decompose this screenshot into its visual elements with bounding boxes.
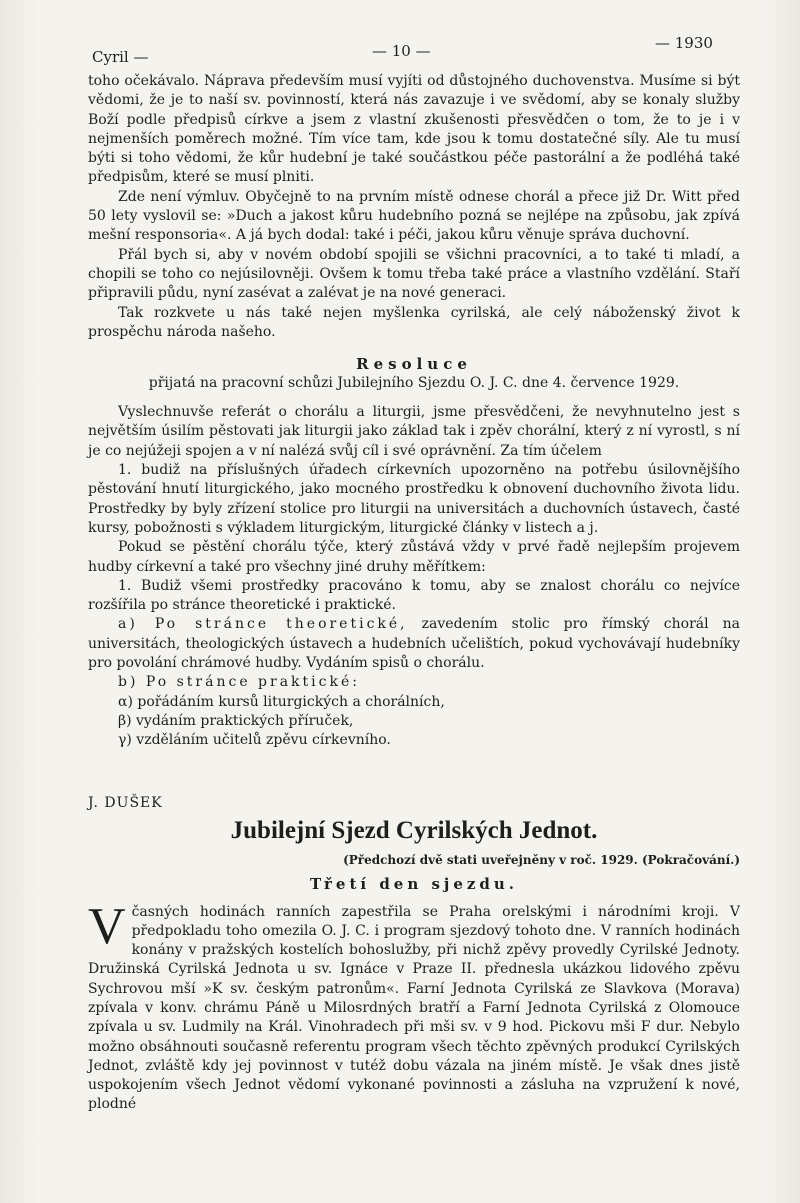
resolution-paragraph-2: 1. budiž na příslušných úřadech církevních upozorněno na potřebu úsilovnějšího pěstování hnutí liturgického, jako mocného prostředku k obnovení duchovního života lidu. Prostředky by byly zřízení stolice pro liturgii na universitách a duchovních ústavech, časté kursy, pobožnosti s výkladem liturgickým, liturgické články v listech a j. [88, 462, 740, 536]
resolution-title: Resoluce [356, 355, 472, 374]
page-content [88, 72, 740, 1115]
page-number: — 10 — [372, 42, 431, 60]
intro-paragraph-2: Zde není výmluv. Obyčejně to na prvním místě odnese chorál a přece již Dr. Witt před 50 lety vyslovil se: »Duch a jakost kůru hudebního pozná se nejlépe na způsobu, jak zpívá mešní responsoria«. A já bych dodal: také i péči, jakou kůru věnuje správa duchovní. [88, 188, 740, 244]
article-body [88, 897, 740, 1115]
point-a-label: a) Po stránce theoretické, [118, 616, 408, 633]
resolution-point-b: b) Po stránce praktické: [118, 674, 360, 691]
section-title: Třetí den sjezdu. [309, 874, 519, 893]
intro-paragraph-3: Přál bych si, aby v novém období spojili se všichni pracovníci, a to také ti mladí, a chopili se toho co nejúsilovněji. Ovšem k tomu třeba také práce a vlastního vzdělání. Staří připravili půdu, nyní zasévat a zalévat je na nové generaci. [88, 246, 740, 302]
journal-name: Cyril — [92, 48, 149, 66]
list-item: γ) vzděláním učitelů zpěvu církevního. [118, 732, 391, 749]
year: — 1930 [655, 34, 713, 52]
resolution-paragraph-3: Pokud se pěstění chorálu týče, který zůstává vždy v prvé řadě nejlepším projevem hudby církevní a také pro všechny jiné druhy měřítkem: [88, 539, 740, 575]
article-author: J. DUŠEK [88, 794, 163, 811]
article-body-text: časných hodinách ranních zapestřila se Praha orelskými i národními kroji. V předpokladu toho omezila O. J. C. i program sjezdový tohoto dne. V ranních hodinách konány v pražských kostelích bohoslužby, při nichž zpěvy provedly Cyrilské Jednoty. Družinská Cyrilská Jednota u sv. Ignáce v Praze II. přednesla ukázkou lidového zpěvu Sychrovou mší »K sv. českým patronům«. Farní Jednota Cyrilská ze Slavkova (Morava) zpívala v konv. chrámu Páně u Milosrdných bratří a Farní Jednota Cyrilská z Olomouce zpívala u sv. Ludmily na Král. Vinohradech při mši sv. v 9 hod. Pickovu mši F dur. Nebylo možno obsáhnouti současně referentu program všech těchto zpěvných produkcí Cyrilských Jednot, zvláště kdy jej povinnost v tutéž dobu vázala na jiném místě. Je však dnes jistě uspokojením všech Jednot vědomí vykonané povinnosti a zásluha na vzpružení k nové, plodné [88, 903, 740, 1113]
intro-paragraph-1: toho očekávalo. Náprava především musí vyjíti od důstojného duchovenstva. Musíme si být vědomi, že je to naší sv. povinností, která nás zavazuje i ve svědomí, aby se konaly služby Boží podle předpisů církve a jsem z vlastní zkušenosti přesvědčen o tom, že to je i v nejmenších poměrech možné. Tím více tam, kde jsou k tomu dostatečné síly. Ale tu musí býti si toho vědomi, že kůr hudební je také součástkou péče pastorální a že podléhá také předpisům, které se musí plniti. [88, 73, 740, 186]
page-header [0, 34, 800, 64]
intro-paragraph-4: Tak rozkvete u nás také nejen myšlenka cyrilská, ale celý náboženský život k prospěchu národa našeho. [88, 304, 740, 340]
article-note: (Předchozí dvě stati uveřejněny v roč. 1929. (Pokračování.) [343, 852, 740, 867]
point-a-text: zavedením stolic pro římský chorál na universitách, theologických ústavech a hudebních učelištích, pokud vychovávají hudebníky pro povolání chrámové hudby. Vydáním spisů o chorálu. [88, 616, 740, 672]
resolution-paragraph-1: Vyslechnuvše referát o chorálu a liturgii, jsme přesvědčeni, že nevyhnutelno jest s největším úsilím pěstovati jak liturgii jako základ tak i zpěv chorální, který z ní vyrostl, s ní je co nejúžeji spojen a v ní nalézá svůj cíl i své oprávnění. Za tím účelem [88, 404, 740, 459]
list-item: β) vydáním praktických příruček, [118, 712, 354, 729]
resolution-paragraph-4: 1. Budiž všemi prostředky pracováno k tomu, aby se znalost chorálu co nejvíce rozšířila po stránce theoretické i praktické. [88, 577, 740, 614]
resolution-point-a [88, 615, 740, 673]
list-item: α) pořádáním kursů liturgických a chorálních, [118, 693, 445, 710]
article-title: Jubilejní Sjezd Cyrilských Jednot. [230, 816, 598, 844]
resolution-subtitle: přijatá na pracovní schůzi Jubilejního Sjezdu O. J. C. dne 4. července 1929. [148, 375, 680, 392]
drop-cap: V [88, 897, 126, 955]
